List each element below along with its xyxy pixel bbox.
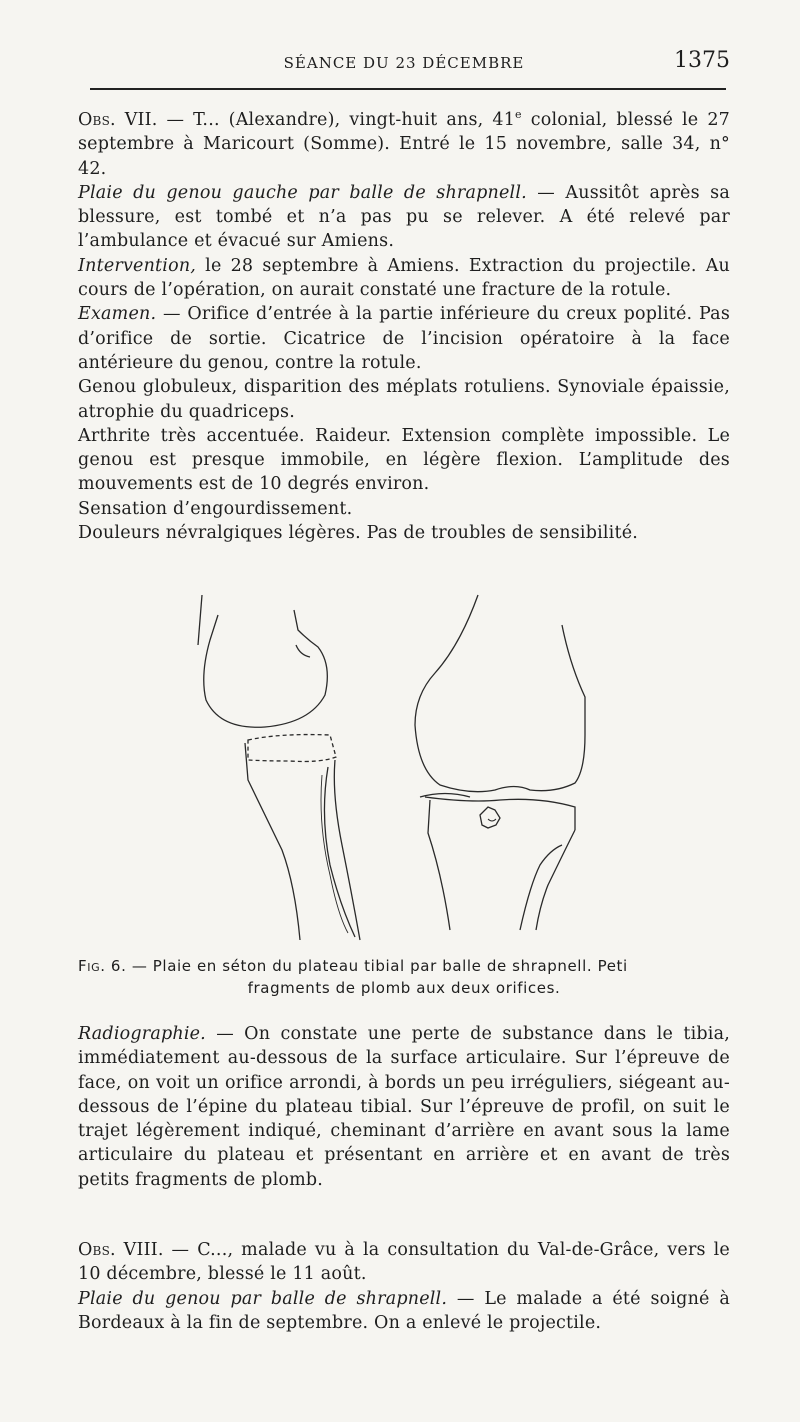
obs7-plaie-title: Plaie du genou gauche par balle de shrapnell. — [78, 182, 527, 203]
radiographie-title: Radiographie. — [78, 1024, 206, 1044]
page-number: 1375 — [674, 48, 730, 73]
lateral-view-drawing — [198, 595, 360, 940]
obs7-intro: Obs. VII. — T... (Alexandre), vingt-huit ans, 41e colonial, blessé le 27 septembre à Maricourt (Somme). Entré le 15 novembre, salle 34, n° 42. — [78, 108, 730, 179]
figure-caption — [78, 955, 730, 999]
obs8-label: Obs. VIII. — [78, 1240, 164, 1260]
obs8-plaie: Plaie du genou par balle de shrapnell. — Le malade a été soigné à Bordeaux à la fin de septembre. On a enlevé le projectile. — [78, 1288, 730, 1333]
obs7-examen: Examen. — Orifice d’entrée à la partie inférieure du creux poplité. Pas d’orifice de sortie. Cicatrice de l’incision opératoire à la face antérieure du genou, contre la rotule. — [78, 304, 730, 373]
figure-label: Fig. 6. — [78, 957, 127, 975]
obs8-intro: Obs. VIII. — C..., malade vu à la consultation du Val-de-Grâce, vers le 10 décembre, blessé le 11 août. — [78, 1240, 730, 1285]
obs7-intervention-title: Intervention, — [78, 255, 197, 276]
obs7-sensation: Sensation d’engourdissement. — [78, 498, 353, 519]
header-rule — [90, 88, 726, 90]
obs7-douleurs: Douleurs névralgiques légères. Pas de troubles de sensibilité. — [78, 523, 639, 544]
obs7-intervention: Intervention, le 28 septembre à Amiens. Extraction du projectile. Au cours de l’opération, on aurait constaté une fracture de la rotule. — [78, 255, 730, 301]
obs8-plaie-title: Plaie du genou par balle de shrapnell. — [78, 1288, 448, 1309]
obs7-plaie: Plaie du genou gauche par balle de shrapnell. — Aussitôt après sa blessure, est tombé et n’a pas pu se relever. A été relevé par l’ambulance et évacué sur Amiens. — [78, 182, 730, 252]
frontal-view-drawing — [415, 595, 585, 930]
radiographie-section — [78, 1022, 730, 1192]
knee-xray-figure — [170, 585, 610, 950]
observation-vii — [78, 108, 730, 545]
obs7-label: Obs. VII. — [78, 110, 158, 130]
page-header — [78, 48, 730, 78]
obs7-genou: Genou globuleux, disparition des méplats rotuliens. Synoviale épaissie, atrophie du quadriceps. — [78, 377, 730, 422]
obs7-examen-title: Examen. — [78, 304, 157, 325]
radiographie-paragraph: Radiographie. — On constate une perte de substance dans le tibia, immédiatement au-dessous de la surface articulaire. Sur l’épreuve de face, on voit un orifice arrondi, à bords un peu irréguliers, siégeant au-dessous de l’épine du plateau tibial. Sur l’épreuve de profil, on suit le trajet légèrement indiqué, cheminant d’arrière en avant sous la lame articulaire du plateau et présentant en arrière et en avant de très petits fragments de plomb. — [78, 1024, 730, 1190]
caption-line-2: fragments de plomb aux deux orifices. — [247, 979, 561, 997]
observation-viii — [78, 1238, 730, 1335]
caption-line-1: — Plaie en séton du plateau tibial par balle de shrapnell. Peti — [126, 957, 628, 975]
obs7-arthrite: Arthrite très accentuée. Raideur. Extension complète impossible. Le genou est presque immobile, en légère flexion. L’amplitude des mouvements est de 10 degrés environ. — [78, 425, 730, 495]
running-title: SÉANCE DU 23 DÉCEMBRE — [283, 54, 525, 72]
